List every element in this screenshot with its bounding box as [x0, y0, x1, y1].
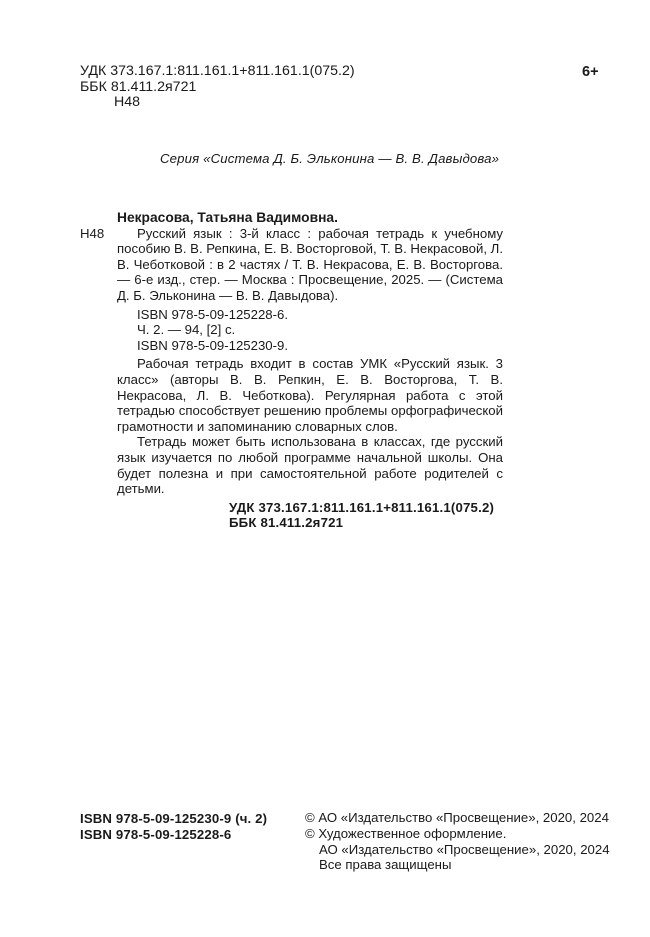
classification-header	[80, 64, 355, 111]
udk-code: УДК 373.167.1:811.161.1+811.161.1(075.2)	[80, 63, 355, 79]
catalog-udk: УДК 373.167.1:811.161.1+811.161.1(075.2)	[229, 499, 495, 515]
copyright-block	[305, 810, 610, 873]
catalog-isbn-block	[117, 307, 503, 354]
isbn-part: ISBN 978-5-09-125230-9.	[137, 337, 289, 353]
isbn-set: ISBN 978-5-09-125228-6.	[137, 306, 289, 322]
catalog-author: Некрасова, Татьяна Вадимовна.	[117, 210, 338, 225]
rights-reserved: Все права защищены	[319, 857, 452, 873]
copyright-line: АО «Издательство «Просвещение», 2020, 2024	[319, 841, 610, 857]
copyright-line: © АО «Издательство «Просвещение», 2020, 2024	[305, 810, 609, 825]
footer-isbn-part: ISBN 978-5-09-125230-9 (ч. 2)	[80, 811, 268, 826]
catalog-author-mark: Н48	[80, 226, 105, 241]
part-info: Ч. 2. — 94, [2] с.	[137, 322, 236, 338]
annotation-paragraph-2: Тетрадь может быть использована в классах, где русский язык изучается по любой программе начальной школы. Она будет полезна и при самостоятельной работе родителей с детьми.	[117, 434, 503, 497]
bbk-code: ББК 81.411.2я721	[80, 78, 197, 95]
annotation-paragraph-1: Рабочая тетрадь входит в состав УМК «Русский язык. 3 класс» (авторы В. В. Репкин, Е. В. Восторгова, Т. В. Некрасова, Л. В. Чеботкова). Регулярная работа с этой тетрадью способствует решению проблемы орфографической грамотности и запоминанию словарных слов.	[117, 356, 503, 434]
catalog-description: Русский язык : 3-й класс : рабочая тетрадь к учебному пособию В. В. Репкина, Е. В. Восторговой, Т. В. Некрасовой, Л. В. Чеботковой : в 2 частях / Т. В. Некрасова, Е. В. Восторгова. — 6-е изд., стер. — Москва : Просвещение, 2025. — (Система Д. Б. Эльконина — В. В. Давыдова).	[117, 225, 503, 303]
catalog-card	[117, 210, 503, 531]
catalog-bbk: ББК 81.411.2я721	[229, 515, 344, 531]
copyright-line: © Художественное оформление.	[305, 825, 507, 841]
age-rating: 6+	[582, 64, 599, 80]
footer-isbn-set: ISBN 978-5-09-125228-6	[80, 826, 232, 842]
series-title: Серия «Система Д. Б. Эльконина — В. В. Давыдова»	[160, 151, 500, 166]
author-mark: Н48	[114, 94, 141, 110]
footer-isbn	[80, 811, 267, 842]
